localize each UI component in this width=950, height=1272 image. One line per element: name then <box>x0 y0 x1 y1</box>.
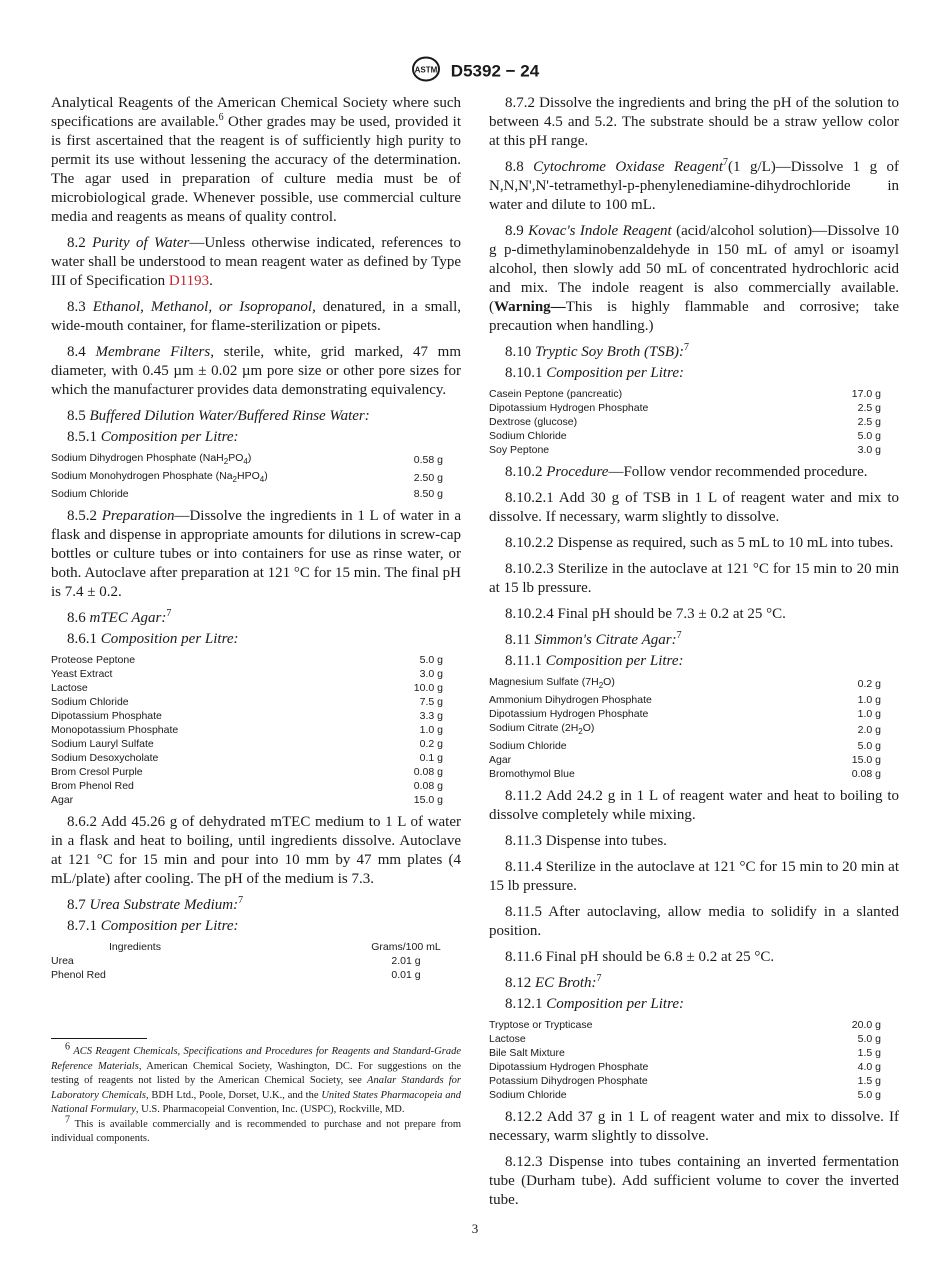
table-row: Sodium Chloride 5.0 g <box>489 740 881 753</box>
table-row: Dipotassium Hydrogen Phosphate 1.0 g <box>489 708 881 721</box>
table-row: Dipotassium Hydrogen Phosphate 4.0 g <box>489 1061 881 1074</box>
section-8-10-1: 8.10.1 Composition per Litre: <box>505 365 685 381</box>
table-row: Dextrose (glucose) 2.5 g <box>489 416 881 428</box>
table-row: Proteose Peptone 5.0 g <box>51 654 443 667</box>
footnote-ref[interactable]: 7 <box>166 608 172 620</box>
table-row: Bile Salt Mixture 1.5 g <box>489 1047 881 1060</box>
section-8-11-2: 8.11.2 Add 24.2 g in 1 L of reagent water and heat to boiling to dissolve completely while mixing. <box>489 788 899 824</box>
table-row: Sodium Desoxycholate 0.1 g <box>51 752 443 765</box>
section-8-12: 8.12 EC Broth:$^7$ <box>505 973 602 992</box>
table-row: Sodium Chloride 5.0 g <box>489 430 881 442</box>
page-number: 3 <box>471 1221 479 1236</box>
table-mtec-agar <box>51 653 461 807</box>
section-8-5-1: 8.5.1 Composition per Litre: <box>67 429 239 445</box>
section-8-6: 8.6 mTEC Agar:$^7$ <box>67 608 172 627</box>
section-8-7: 8.7 Urea Substrate Medium:$^7$ <box>67 895 244 914</box>
section-8-10-2-1: 8.10.2.1 Add 30 g of TSB in 1 L of reagent water and mix to dissolve. If necessary, warm slightly to dissolve. <box>489 490 899 525</box>
footnote-6: $^6$ ACS Reagent Chemicals, Specifications and Procedures for Reagents and Standard-Grade Reference Materials, American Chemical Society, Washington, DC. For suggestions on the testing of reagents not listed by the American Chemical Society, see Analar Standards for Laboratory Chemicals, BDH Ltd., Poole, Dorset, U.K., and the United States Pharmacopeia and National Formulary, U.S. Pharmacopeial Convention, Inc. (USPC), Rockville, MD. <box>51 1041 462 1116</box>
table-row: Brom Cresol Purple 0.08 g <box>51 766 443 779</box>
page-header <box>0 56 950 87</box>
section-8-11-6: 8.11.6 Final pH should be 6.8 ± 0.2 at 25 °C. <box>505 949 775 966</box>
table-urea-substrate <box>51 940 461 982</box>
section-8-12-3: 8.12.3 Dispense into tubes containing an inverted fermentation tube (Durham tube). Add sufficient volume to cover the inverted tube. <box>489 1154 899 1209</box>
section-8-6-2: 8.6.2 Add 45.26 g of dehydrated mTEC medium to 1 L of water in a flask and heat to boiling, until ingredients dissolve. Autoclave at 121 °C for 15 min and pour into 10 mm by 47 mm plates (4 mL/plate) after cooling. The pH of the medium is 7.3. <box>51 814 461 888</box>
table-row: Ammonium Dihydrogen Phosphate 1.0 g <box>489 694 881 707</box>
section-8-9: 8.9 Kovac's Indole Reagent (acid/alcohol solution)—Dissolve 10 g p-dimethylaminobenzaldehyde in 150 mL of amyl or isoamyl alcohol, then slowly add 50 mL of concentrated hydrochloric acid and mix. The indole reagent is also commercially available. (Warning—This is highly flammable and corrosive; take precaution when handling.) <box>489 223 899 334</box>
paragraph-intro: Analytical Reagents of the American Chemical Society where such specifications are available.$^6$ Other grades may be used, provided it is first ascertained that the reagent is of sufficiently high purity to permit its use without lessening the accuracy of the determination. The agar used in preparation of culture media must be of microbiological grade. Whenever possible, use commercial culture media and reagents as means of quality control. <box>51 95 461 225</box>
table-row: Dipotassium Hydrogen Phosphate 2.5 g <box>489 402 881 414</box>
section-8-8: 8.8 Cytochrome Oxidase Reagent$^7$(1 g/L)—Dissolve 1 g of N,N,N',N'-tetramethyl-p-phenylenediamine-dihydrochloride in water and dilute to 100 mL. <box>489 157 899 213</box>
table-row: Yeast Extract 3.0 g <box>51 668 443 681</box>
table-row: Sodium Chloride 5.0 g <box>489 1089 881 1102</box>
footnote-7: $^7$ This is available commercially and is recommended to purchase and not prepare from individual components. <box>51 1114 461 1145</box>
table-tsb <box>489 387 899 457</box>
table-buffered-water <box>51 451 461 501</box>
footnote-ref[interactable]: 7 <box>723 157 729 168</box>
table-row: Sodium Citrate $(2H_2O)$ 2.0 g <box>489 722 881 737</box>
table-row: Casein Peptone (pancreatic) 17.0 g <box>489 388 881 400</box>
section-8-5-2: 8.5.2 Preparation—Dissolve the ingredients in 1 L of water in a flask and dispense in appropriate amounts for dilutions in screw-cap bottles or culture tubes or into containers for use as rinse water, or both. Autoclave after preparation at 121 °C for 15 min. The final pH is 7.4 ± 0.2. <box>51 508 461 601</box>
left-column <box>51 94 461 1147</box>
table-row: Urea 2.01 g <box>51 955 421 968</box>
right-column <box>489 94 899 1217</box>
section-8-3: 8.3 Ethanol, Methanol, or Isopropanol, denatured, in a small, wide-mouth container, for flame-sterilization or pipets. <box>51 299 461 334</box>
section-8-7-2: 8.7.2 Dissolve the ingredients and bring the pH of the solution to between 4.5 and 5.2. The substrate should be a straw yellow color at this pH range. <box>489 95 899 149</box>
table-row: Sodium Chloride 8.50 g <box>51 488 443 501</box>
section-8-10-2-3: 8.10.2.3 Sterilize in the autoclave at 121 °C for 15 min to 20 min at 15 lb pressure. <box>489 561 899 596</box>
table-row: Agar 15.0 g <box>489 754 881 767</box>
section-8-11-3: 8.11.3 Dispense into tubes. <box>505 833 667 850</box>
table-row: Soy Peptone 3.0 g <box>489 444 881 456</box>
table-row: Bromothymol Blue 0.08 g <box>489 768 881 781</box>
table-row: Sodium Lauryl Sulfate 0.2 g <box>51 738 443 751</box>
section-8-11-4: 8.11.4 Sterilize in the autoclave at 121 °C for 15 min to 20 min at 15 lb pressure. <box>489 859 899 895</box>
footnote-divider <box>51 1038 147 1039</box>
footnote-ref[interactable]: 7 <box>238 895 244 907</box>
section-8-12-2: 8.12.2 Add 37 g in 1 L of reagent water and mix to dissolve. If necessary, warm slightly to dissolve. <box>489 1109 899 1145</box>
table-row: Brom Phenol Red 0.08 g <box>51 780 443 793</box>
section-8-11-1: 8.11.1 Composition per Litre: <box>505 653 684 669</box>
section-8-10-2: 8.10.2 Procedure—Follow vendor recommended procedure. <box>505 464 868 480</box>
table-row: Lactose 10.0 g <box>51 682 443 695</box>
section-8-6-1: 8.6.1 Composition per Litre: <box>67 631 239 648</box>
table-row: Sodium Monohydrogen Phosphate $(Na_2HPO_4)$ 2.50 g <box>51 470 443 485</box>
table-row: Potassium Dihydrogen Phosphate 1.5 g <box>489 1075 881 1088</box>
table-row: Dipotassium Phosphate 3.3 g <box>51 710 443 723</box>
section-8-10-2-4: 8.10.2.4 Final pH should be 7.3 ± 0.2 at 25 °C. <box>505 606 786 622</box>
table-row: Magnesium Sulfate $(7H_2O)$ 0.2 g <box>489 676 881 691</box>
table-row: Phenol Red 0.01 g <box>51 969 421 982</box>
table-row: Sodium Chloride 7.5 g <box>51 696 443 709</box>
table-header-row: Ingredients Grams/100 mL <box>109 941 441 954</box>
footnote-ref[interactable]: 6 <box>218 112 224 123</box>
section-8-10-2-2: 8.10.2.2 Dispense as required, such as 5 mL to 10 mL into tubes. <box>505 535 894 551</box>
section-8-4: 8.4 Membrane Filters, sterile, white, grid marked, 47 mm diameter, with 0.45 µm ± 0.02 µm pore size or other pore sizes for which the manufacturer provides data demonstrating equivalency. <box>51 344 462 398</box>
section-8-11-5: 8.11.5 After autoclaving, allow media to solidify in a slanted position. <box>489 904 899 940</box>
table-row: Agar 15.0 g <box>51 794 443 807</box>
section-8-10: 8.10 Tryptic Soy Broth (TSB):$^7$ <box>505 342 690 360</box>
table-simmons-citrate <box>489 675 899 781</box>
astm-logo <box>411 56 441 87</box>
document-designation: D5392 − 24 <box>450 61 540 81</box>
table-row: Sodium Dihydrogen Phosphate $(NaH_2PO_4)$ 0.58 g <box>51 452 443 467</box>
table-row: Lactose 5.0 g <box>489 1033 881 1046</box>
astm-logo-text: ASTM <box>414 65 438 75</box>
section-8-7-1: 8.7.1 Composition per Litre: <box>67 918 239 935</box>
link-d1193[interactable]: D1193 <box>168 273 210 289</box>
section-8-5: 8.5 Buffered Dilution Water/Buffered Rinse Water: <box>67 408 370 424</box>
table-row: Tryptose or Trypticase 20.0 g <box>489 1019 881 1032</box>
section-8-12-1: 8.12.1 Composition per Litre: <box>505 996 685 1013</box>
table-row: Monopotassium Phosphate 1.0 g <box>51 724 443 737</box>
section-8-2: 8.2 Purity of Water—Unless otherwise indicated, references to water shall be understood to mean reagent water as defined by Type III of Specification D1193. <box>51 235 462 289</box>
section-8-11: 8.11 Simmon's Citrate Agar:$^7$ <box>505 630 682 648</box>
footnote-ref[interactable]: 7 <box>684 342 690 353</box>
footnote-ref[interactable]: 7 <box>596 973 602 985</box>
footnote-ref[interactable]: 7 <box>676 630 682 641</box>
table-ec-broth <box>489 1018 899 1102</box>
